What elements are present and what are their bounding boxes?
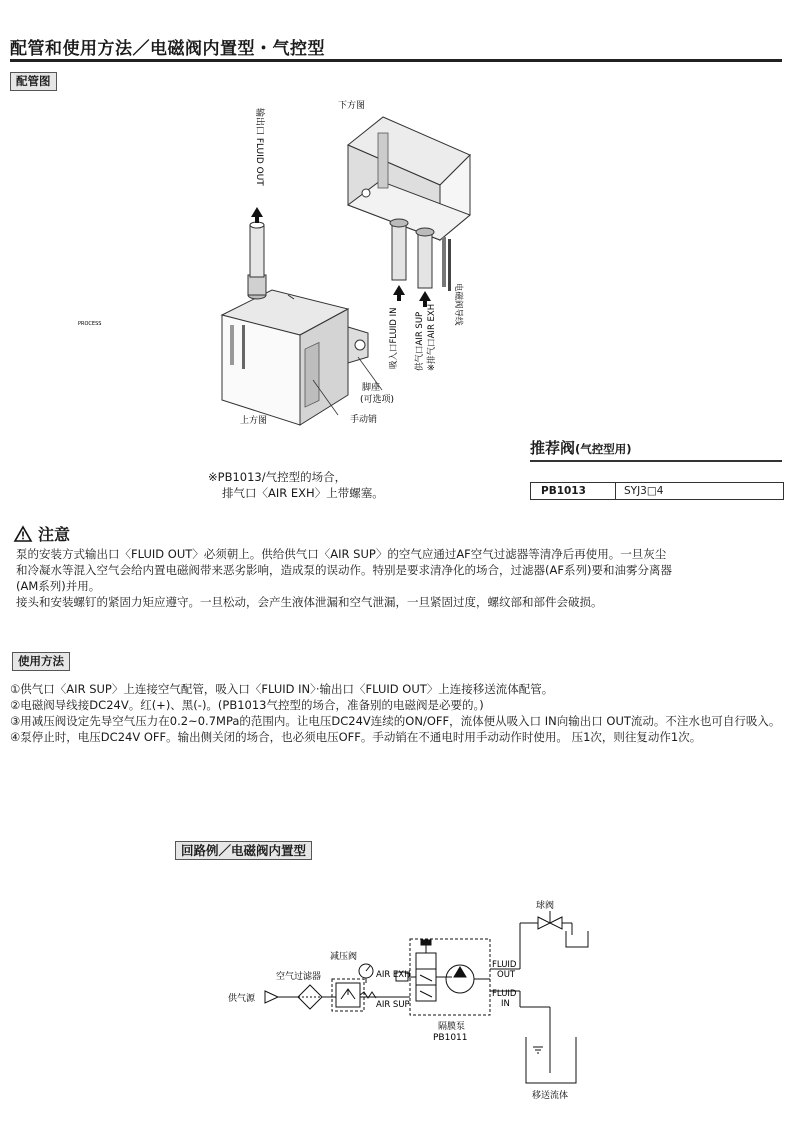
foot-option-label: (可选项): [360, 395, 395, 405]
fluid-out-label-1: FLUID: [492, 960, 517, 970]
output-tank: [566, 931, 588, 947]
fluid-in-label-1: FLUID: [492, 989, 517, 999]
caution-text: 泵的安装方式输出口〈FLUID OUT〉必须朝上。供给供气口〈AIR SUP〉的空气应通过AF空气过滤器等清净后再使用。一旦灰尘 和冷凝水等混入空气会给内置电磁阀带来恶劣影响，造成泵的误动作。特别是要求清净化的场合，过滤器(AF系列)要和油雾分离器 (AM系列)并用。 接头和安装螺钉的紧固力矩应遵守。一旦松动，会产生液体泄漏和空气泄漏，一旦紧固过度，螺纹部和部件会破损。: [16, 547, 672, 609]
piping-section-label: 配管图: [10, 72, 57, 91]
usage-step-1: ①供气口〈AIR SUP〉上连接空气配管，吸入口〈FLUID IN〉·输出口〈FLUID OUT〉上连接移送流体配管。: [10, 682, 554, 696]
bottom-view-pump: [348, 117, 470, 291]
air-exh-label: ※排气口AIR EXH: [427, 303, 437, 371]
foot-label: 脚座: [362, 383, 381, 393]
source-tank: [526, 1037, 576, 1083]
regulator-label: 减压阀: [330, 952, 358, 962]
manual-pin-label: 手动销: [350, 415, 378, 425]
page-title: 配管和使用方法／电磁阀内置型・气控型: [10, 39, 325, 59]
recommended-model: PB1013: [531, 483, 616, 499]
air-sup-label: AIR SUP: [376, 1000, 410, 1010]
ball-valve-label: 球阀: [536, 901, 555, 911]
air-filter-label: 空气过滤器: [276, 972, 322, 982]
pump-name-label: 隔膜泵: [438, 1022, 466, 1032]
caution-heading: 注意: [14, 522, 70, 545]
bottom-view-label: 下方图: [338, 101, 366, 111]
title-divider: [10, 59, 782, 62]
usage-section-label: 使用方法: [12, 652, 70, 671]
circuit-section-label: 回路例／电磁阀内置型: [175, 841, 312, 860]
recommended-valve-title: 推荐阀(气控型用): [530, 439, 632, 457]
recommended-divider: [530, 460, 782, 462]
recommended-valve: SYJ3□4: [624, 485, 664, 497]
recommended-valve-table: [530, 482, 784, 500]
air-source-symbol: [265, 991, 278, 1003]
product-text-top: PROCESS: [78, 321, 102, 327]
air-sup-label: 供气口AIR SUP: [415, 311, 425, 371]
top-view-pump: [222, 222, 382, 425]
fluid-in-label-2: IN: [501, 999, 510, 1009]
warning-icon: [14, 526, 32, 542]
air-exh-label: AIR EXH: [376, 970, 411, 980]
usage-step-2: ②电磁阀导线接DC24V。红(+)、黑(-)。(PB1013气控型的场合，准备别的电磁阀是必要的。): [10, 698, 484, 712]
piping-diagram: [78, 95, 500, 435]
usage-step-4: ④泵停止时，电压DC24V OFF。输出侧关闭的场合，也必须电压OFF。手动销在不通电时用手动动作时使用。 压1次，则往复动作1次。: [10, 730, 702, 744]
usage-step-3: ③用减压阀设定先导空气压力在0.2~0.7MPa的范围内。让电压DC24V连续的ON/OFF，流体便从吸入口 IN向输出口 OUT流动。不注水也可自行吸入。: [10, 714, 781, 728]
solenoid-wire-label: 电磁阀导线: [453, 283, 463, 326]
fluid-in-label: 吸入口FLUID IN: [389, 307, 399, 369]
top-view-label: 上方图: [240, 416, 268, 426]
fluid-out-label: 输出口 FLUID OUT: [254, 108, 264, 186]
pump-model-label: PB1011: [433, 1033, 468, 1043]
usage-steps: [10, 681, 786, 745]
air-exh-note: ※PB1013/气控型的场合， 排气口〈AIR EXH〉上带螺塞。: [208, 470, 384, 500]
air-source-label: 供气源: [228, 994, 256, 1004]
ball-valve-symbol: [538, 917, 550, 929]
fluid-out-label-2: OUT: [497, 970, 516, 980]
transfer-fluid-label: 移送流体: [532, 1091, 569, 1101]
circuit-diagram: [220, 895, 610, 1110]
